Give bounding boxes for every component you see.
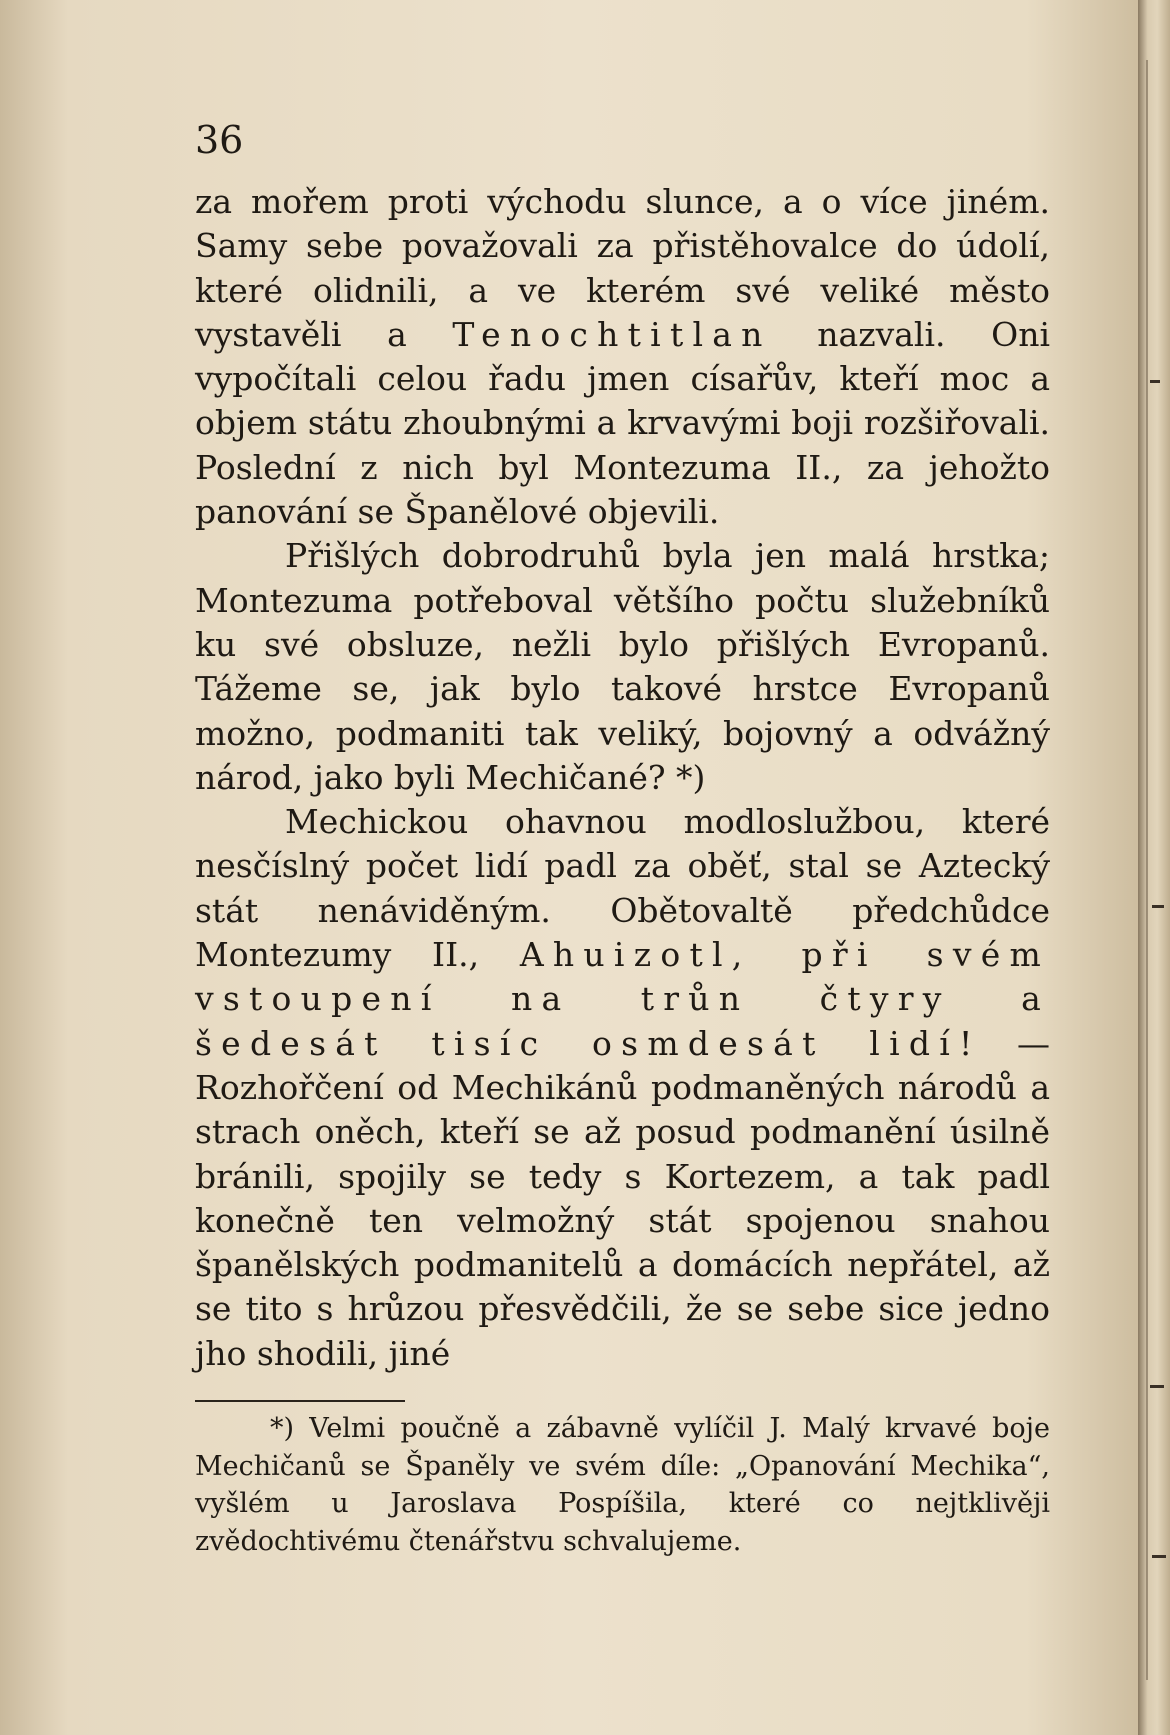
gutter-edge-line xyxy=(1146,60,1148,1680)
paragraph-1 xyxy=(195,180,1050,534)
gutter-mark xyxy=(1152,905,1164,908)
paragraph-1-start: za mořem proti východu slunce, a o více jiném. Samy sebe považovali za přistěhovalce do údolí, které olidnili, a ve kterém své veliké město vystavěli a xyxy=(195,182,1050,354)
footnote-text: *) Velmi poučně a zábavně vylíčil J. Malý krvavé boje Mechičanů se Španěly ve svém díle: „Opanování Mechika“, vyšlém u Jaroslava Pospíšila, které co nejtklivěji zvědochtivému čtenářstvu schvalujeme. xyxy=(195,1413,1050,1557)
gutter-mark xyxy=(1150,380,1160,383)
gutter-mark xyxy=(1152,1555,1166,1558)
paragraph-3-start: Mechickou ohavnou modloslužbou, které nesčíslný počet lidí padl za oběť, stal se Aztecký stát nenáviděným. Obětovaltě předchůdce Montezumy II., xyxy=(195,802,1050,975)
main-text xyxy=(195,180,1050,1376)
paragraph-2: Přišlých dobrodruhů byla jen malá hrstka; Montezuma potřeboval většího počtu služebníků ku své obsluze, nežli bylo přišlých Evropanů. Tážeme se, jak bylo takové hrstce Evropanů možno, podmaniti tak veliký, bojovný a odvážný národ, jako byli Mechičané? *) xyxy=(195,536,1050,797)
footnote-divider xyxy=(195,1400,405,1402)
paragraph-3 xyxy=(195,800,1050,1376)
gutter-mark xyxy=(1150,1385,1164,1388)
page-number: 36 xyxy=(195,118,244,162)
sacrifice-emphasis: Ahuizotl, při svém vstoupení na trůn čtyry a šedesát tisíc osmdesát lidí! xyxy=(195,935,1051,1063)
paragraph-1-end: nazvali. Oni vypočítali celou řadu jmen císařův, kteří moc a objem státu zhoubnými a krvavými boji rozšiřovali. Poslední z nich byl Montezuma II., za jehožto panování se Španělové objevili. xyxy=(195,314,1051,532)
footnote xyxy=(195,1410,1050,1560)
binding-gutter xyxy=(1138,0,1170,1735)
paragraph-3-end: — Rozhořčení od Mechikánů podmaněných národů a strach oněch, kteří se až posud podmanění úsilně bránili, spojily se tedy s Kortezem, a tak padl konečně ten velmožný stát spojenou snahou španělských podmanitelů a domácích nepřátel, až se tito s hrůzou přesvědčili, že se sebe sice jedno jho shodili, jiné xyxy=(195,1023,1050,1373)
city-name-emphasis: Tenochtitlan xyxy=(452,314,772,354)
